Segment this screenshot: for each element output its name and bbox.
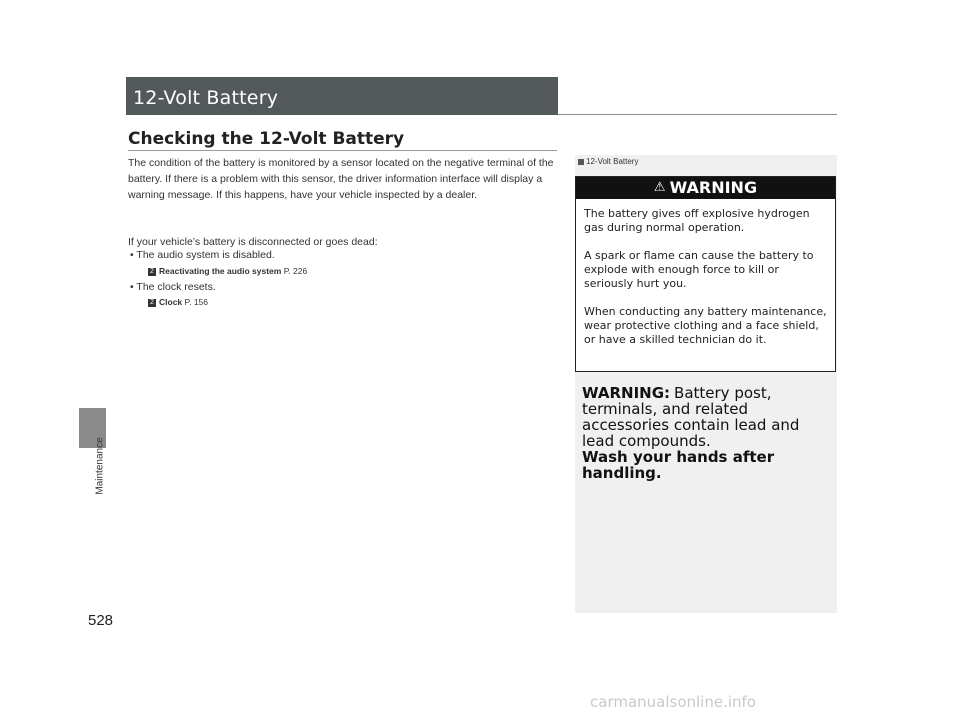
warning-text-hydrogen: The battery gives off explosive hydrogen gas during normal operation.: [584, 207, 810, 234]
xref-clock-link[interactable]: [148, 297, 208, 307]
lead-warning-label: WARNING:: [582, 384, 671, 402]
lead-warning-wash: Wash your hands after handling.: [582, 448, 775, 482]
lead-warning-notice: [582, 385, 836, 481]
xref-arrow-icon: 2: [148, 268, 156, 276]
watermark: carmanualsonline.info: [590, 693, 756, 711]
xref-arrow-icon: 2: [148, 299, 156, 307]
body-paragraph-disconnected: If your vehicle’s battery is disconnected or goes dead:: [128, 236, 378, 248]
body-paragraph-sensor: The condition of the battery is monitored by a sensor located on the negative terminal of the battery. If there is a problem with this sensor, the driver information interface will display a warning message. If this happens, have your vehicle inspected by a dealer.: [128, 157, 554, 201]
bullet-clock: • The clock resets.: [130, 281, 216, 293]
xref-audio-title: Reactivating the audio system: [159, 266, 282, 276]
title-rule: [558, 114, 837, 115]
side-section-label: Maintenance: [94, 437, 106, 495]
bullet-clock-text: The clock resets.: [136, 281, 216, 293]
bullet-audio: • The audio system is disabled.: [130, 249, 275, 261]
warning-label: WARNING: [669, 178, 758, 197]
page-number: 528: [88, 612, 114, 629]
warning-text-spark: A spark or flame can cause the battery to explode with enough force to kill or seriously hurt you.: [584, 249, 814, 290]
sidebar-heading-text: 12-Volt Battery: [586, 157, 639, 166]
warning-box: [575, 176, 836, 372]
xref-audio-link[interactable]: [148, 266, 307, 276]
xref-audio-page: P. 226: [283, 266, 308, 276]
xref-clock-page: P. 156: [184, 297, 209, 307]
lead-warning-text: Battery post, terminals, and related accessories contain lead and lead compounds.: [582, 384, 800, 450]
square-bullet-icon: [578, 159, 584, 165]
section-heading: Checking the 12-Volt Battery: [128, 129, 405, 149]
sidebar-heading: [578, 157, 638, 166]
section-rule: [128, 150, 557, 151]
xref-clock-title: Clock: [159, 297, 183, 307]
page-title: 12-Volt Battery: [133, 87, 279, 109]
bullet-audio-text: The audio system is disabled.: [136, 249, 275, 261]
warning-text-maintenance: When conducting any battery maintenance, wear protective clothing and a face shield, or have a skilled technician do it.: [584, 305, 827, 346]
warning-triangle-icon: ⚠: [653, 180, 666, 195]
warning-header: [576, 177, 835, 199]
